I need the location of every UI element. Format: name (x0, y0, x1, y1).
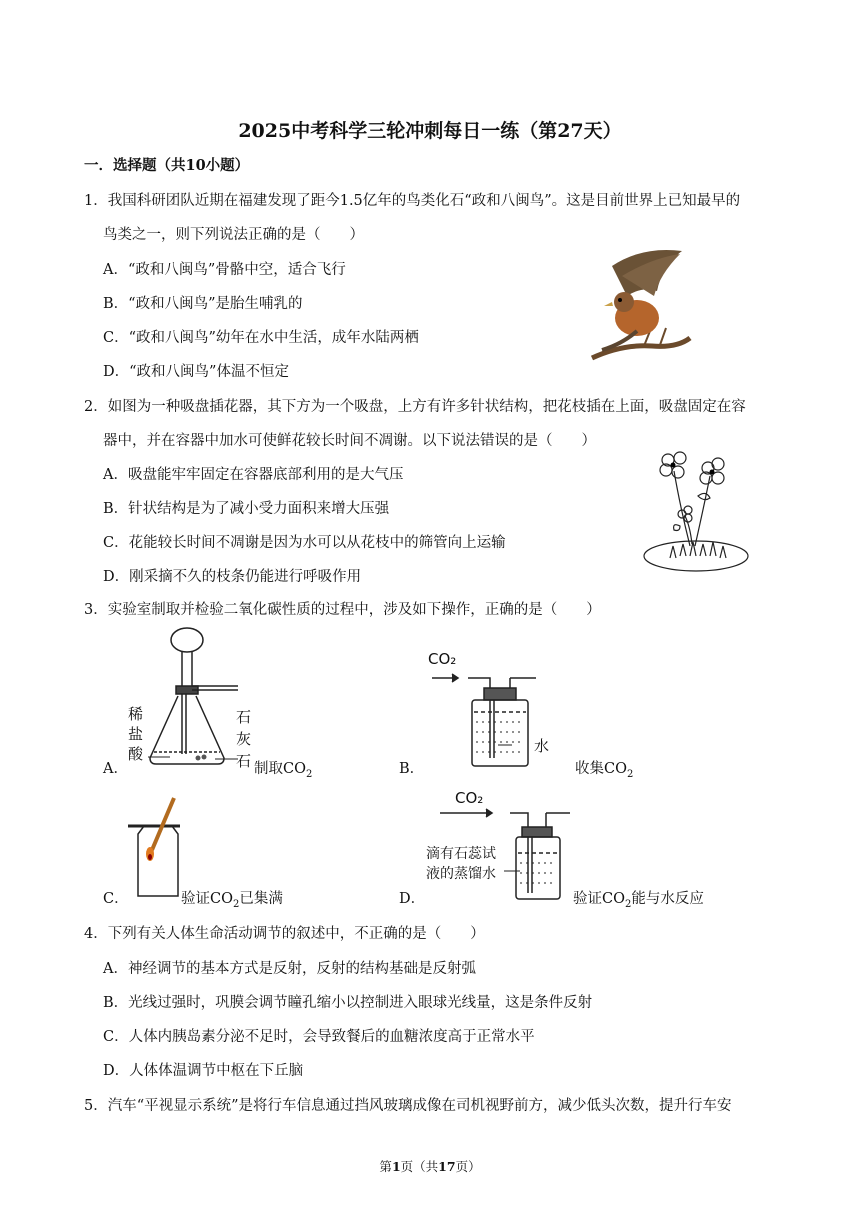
q1-option-d[interactable]: D．“政和八闽鸟”体温不恒定 (103, 364, 289, 380)
q2-option-a[interactable]: A．吸盘能牢牢固定在容器底部利用的是大气压 (103, 467, 404, 483)
q4-option-a[interactable]: A．神经调节的基本方式是反射，反射的结构基础是反射弧 (103, 961, 476, 977)
q2-option-c[interactable]: C．花能较长时间不凋谢是因为水可以从花枝中的筛管向上运输 (103, 535, 506, 551)
q1-stem-line2: 鸟类之一，则下列说法正确的是（ ） (103, 227, 364, 243)
q3-d-gas-label: CO₂ (455, 789, 484, 807)
q3-option-d-caption: 验证$CO_2$能与水反应 (573, 891, 704, 910)
q2-stem-line1: 2．如图为一种吸盘插花器，其下方为一个吸盘，上方有许多针状结构，把花枝插在上面，吸盘固定在容 (84, 399, 746, 415)
q1-option-b[interactable]: B．“政和八闽鸟”是胎生哺乳的 (103, 296, 303, 312)
page-title: 2025中考科学三轮冲刺每日一练（第27天） (238, 120, 622, 142)
q3-option-c-caption: 验证$CO_2$已集满 (181, 891, 283, 910)
q2-stem-line2: 器中，并在容器中加水可使鲜花较长时间不凋谢。以下说法错误的是（ ） (103, 433, 596, 449)
q3-option-c-letter[interactable]: C． (103, 891, 129, 907)
q3-option-b-caption: 收集$CO_2$ (575, 761, 634, 780)
q3-option-a-caption: 制取$CO_2$ (254, 761, 313, 780)
q2-option-b[interactable]: B．针状结构是为了减小受力面积来增大压强 (103, 501, 390, 517)
q3-a-stone-label: 石 灰 石 (236, 708, 252, 770)
q4-option-d[interactable]: D．人体体温调节中枢在下丘脑 (103, 1063, 304, 1079)
q4-option-c[interactable]: C．人体内胰岛素分泌不足时，会导致餐后的血糖浓度高于正常水平 (103, 1029, 535, 1045)
q3-d-litmus-label: 滴有石蕊试 液的蒸馏水 (426, 846, 496, 882)
q1-option-a[interactable]: A．“政和八闽鸟”骨骼中空，适合飞行 (103, 262, 346, 278)
q3-a-acid-label: 稀 盐 酸 (128, 705, 144, 763)
page-footer: 第1页（共17页） (379, 1159, 481, 1174)
q4-option-b[interactable]: B．光线过强时，巩膜会调节瞳孔缩小以控制进入眼球光线量，这是条件反射 (103, 995, 593, 1011)
flower-frog-illustration (640, 446, 752, 576)
section-heading: 一．选择题（共10小题） (84, 157, 250, 174)
bird-fossil-illustration (582, 246, 694, 368)
q3-option-b-letter[interactable]: B． (399, 761, 425, 777)
q3-stem: 3．实验室制取并检验二氧化碳性质的过程中，涉及如下操作，正确的是（ ） (84, 602, 601, 618)
q2-option-d[interactable]: D．刚采摘不久的枝条仍能进行呼吸作用 (103, 569, 362, 585)
q3-option-d-letter[interactable]: D． (399, 891, 426, 907)
co2-full-test-apparatus (124, 794, 182, 902)
q3-option-a-letter[interactable]: A． (103, 761, 128, 777)
q3-b-water-label: 水 (534, 737, 550, 755)
q5-stem-line1: 5．汽车“平视显示系统”是将行车信息通过挡风玻璃成像在司机视野前方，减少低头次数，提升行车安 (84, 1098, 732, 1114)
co2-collection-apparatus (428, 666, 548, 770)
q1-stem-line1: 1．我国科研团队近期在福建发现了距今1.5亿年的鸟类化石“政和八闽鸟”。这是目前世界上已知最早的 (84, 193, 741, 209)
q4-stem: 4．下列有关人体生命活动调节的叙述中，不正确的是（ ） (84, 926, 485, 942)
q1-option-c[interactable]: C．“政和八闽鸟”幼年在水中生活，成年水陆两栖 (103, 330, 419, 346)
q3-b-gas-label: CO₂ (428, 650, 457, 668)
